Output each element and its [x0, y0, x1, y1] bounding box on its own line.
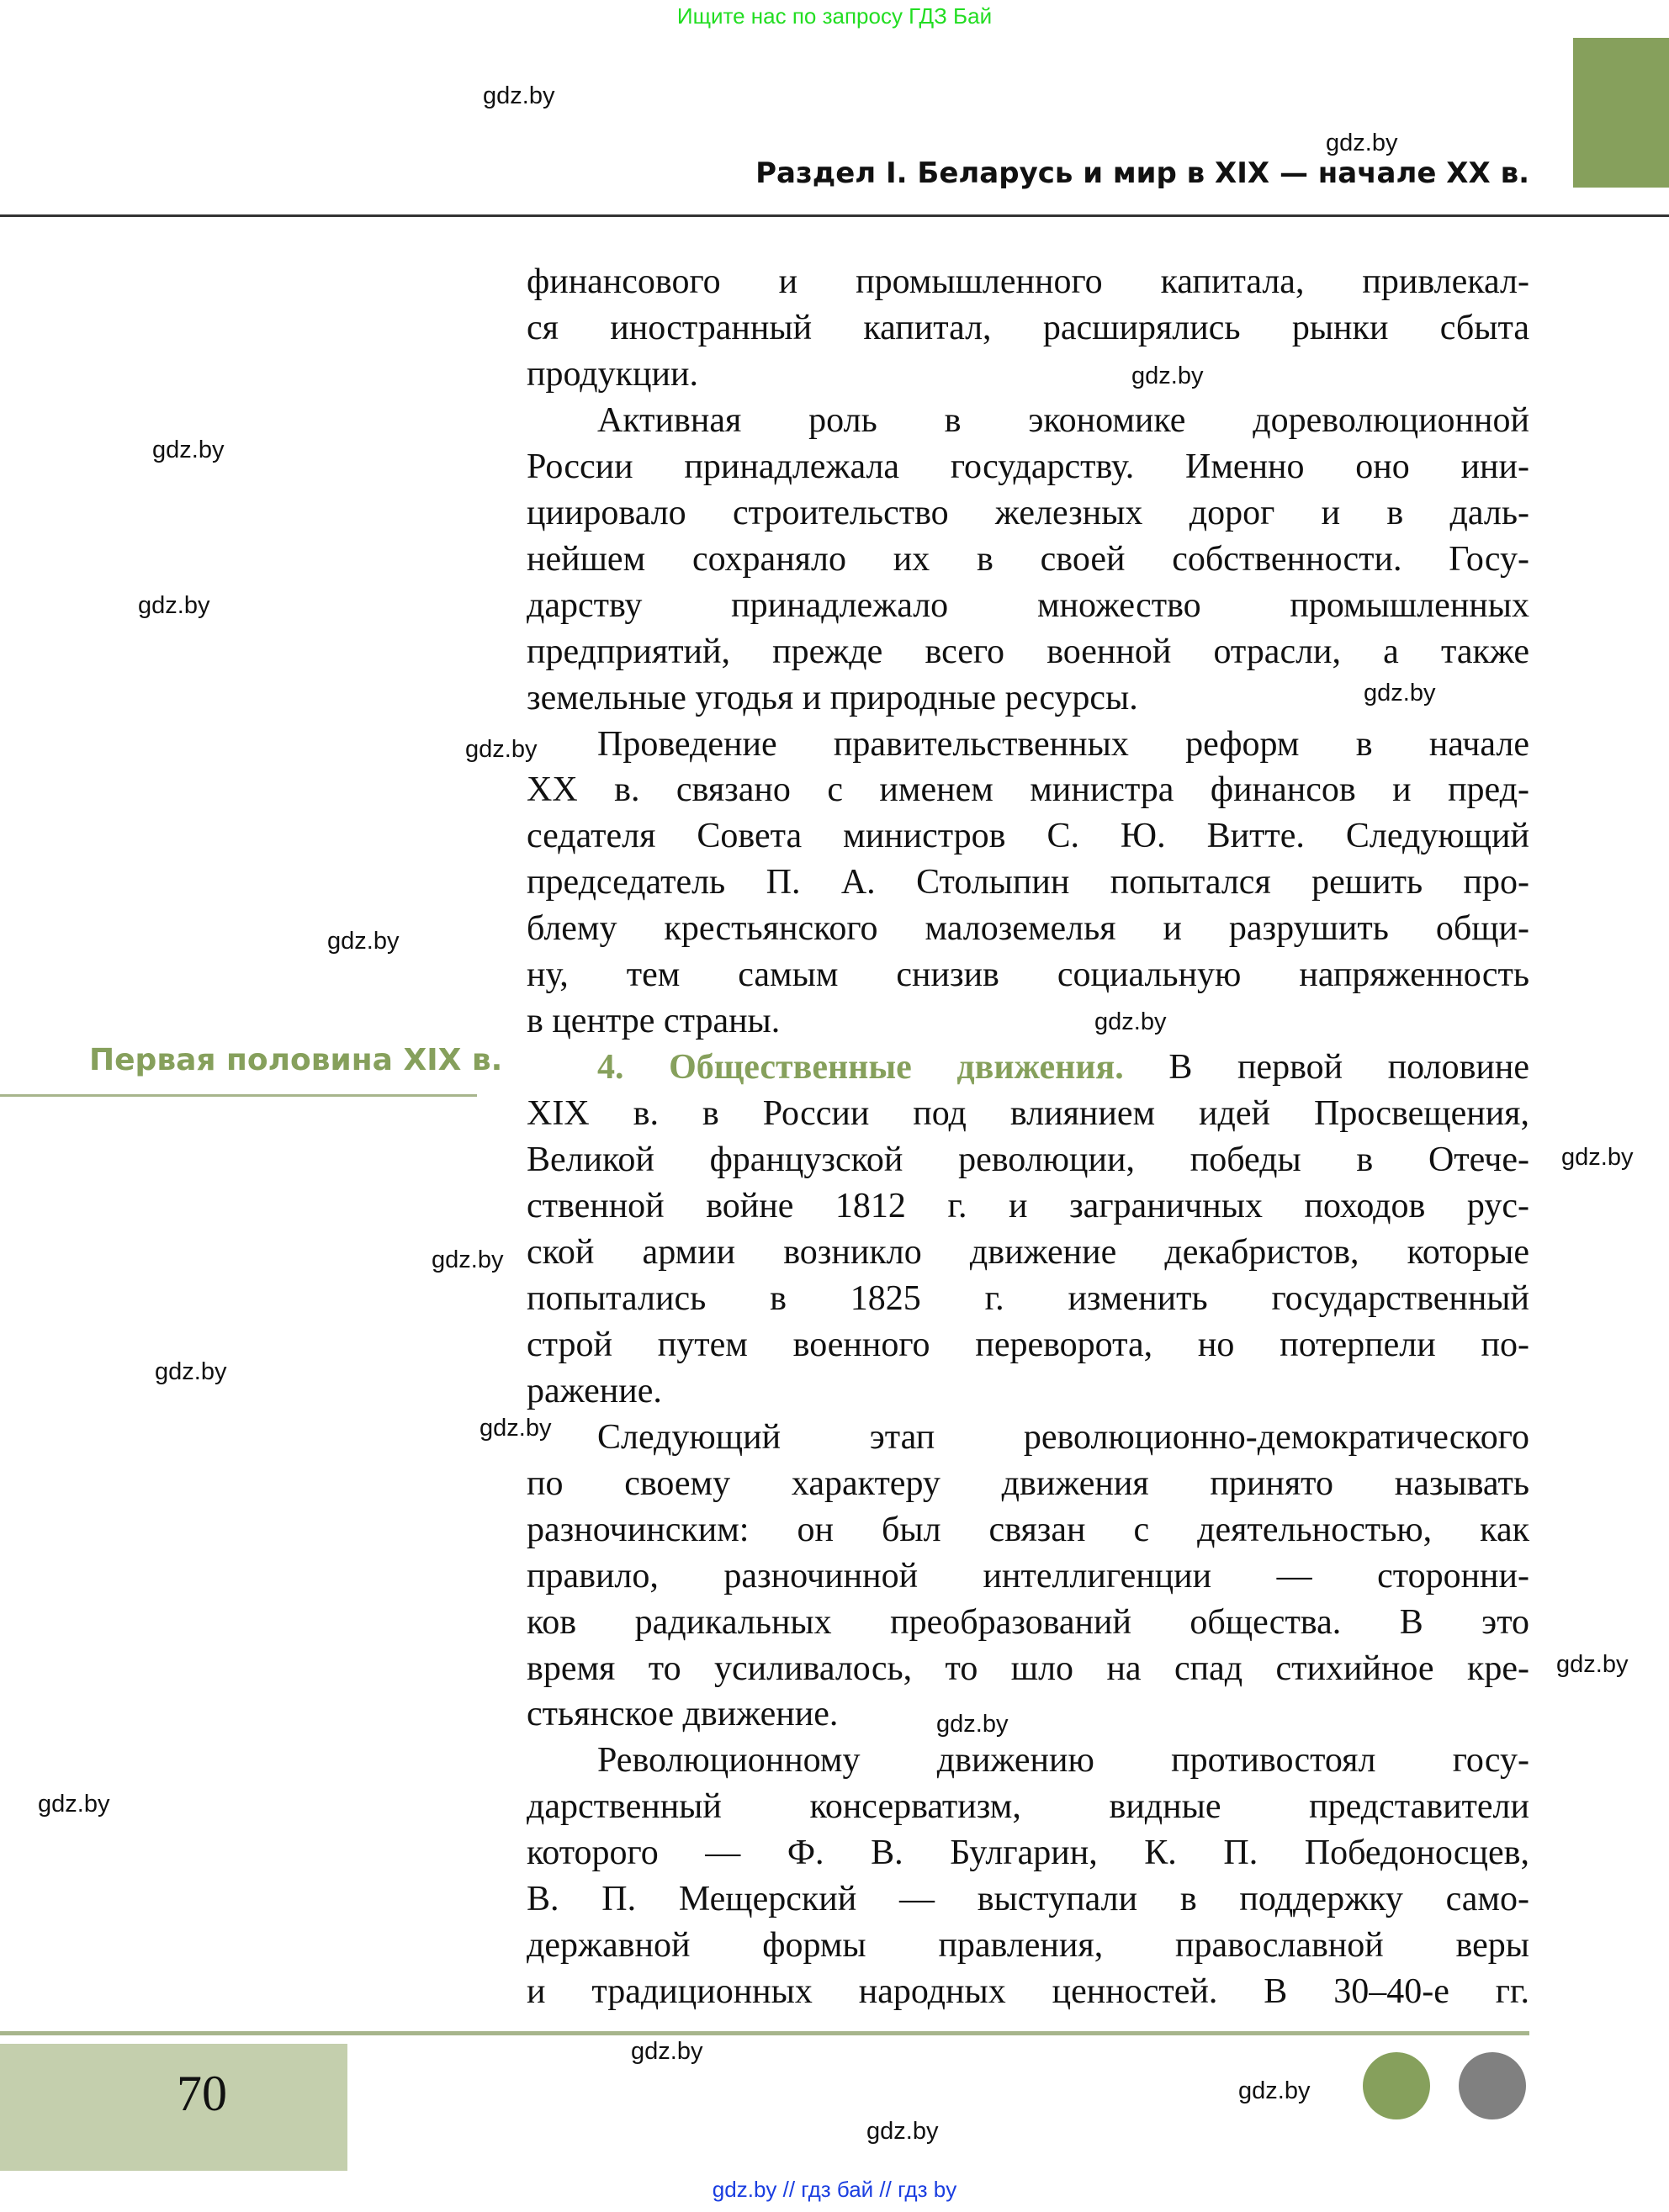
text-line: время то усиливалось, то шло на спад стихийное кре-	[527, 1648, 1529, 1688]
text-line: ся иностранный капитал, расширялись рынки сбыта	[527, 308, 1529, 347]
watermark: gdz.by	[38, 1791, 110, 1818]
watermark: gdz.by	[465, 736, 538, 763]
text-line: ражение.	[527, 1371, 662, 1410]
page-number: 70	[177, 2066, 227, 2121]
text-line: Активная роль в экономике дореволюционной	[597, 400, 1529, 440]
section-title: Раздел I. Беларусь и мир в XIX — начале XX в.	[755, 156, 1529, 190]
text-line: финансового и промышленного капитала, привлекал-	[527, 262, 1529, 301]
watermark: gdz.by	[327, 928, 400, 955]
watermark: gdz.by	[480, 1415, 552, 1442]
text-line: державной формы правления, православной веры	[527, 1926, 1529, 1966]
watermark: gdz.by	[866, 2118, 939, 2145]
gray-circle-icon	[1459, 2052, 1526, 2119]
text-line: блему крестьянского малоземелья и разрушить общи-	[527, 909, 1529, 949]
text-line: ственной войне 1812 г. и заграничных походов рус-	[527, 1187, 1529, 1225]
text-line: по своему характеру движения принято называть	[527, 1463, 1529, 1503]
watermark: gdz.by	[155, 1358, 227, 1385]
text-line: России принадлежала государству. Именно оно ини-	[527, 447, 1529, 486]
text-line: и традиционных народных ценностей. В 30–40-е гг.	[527, 1972, 1529, 2012]
watermark: gdz.by	[1238, 2077, 1311, 2104]
watermark: gdz.by	[1561, 1144, 1634, 1171]
text-line: попытались в 1825 г. изменить государственный	[527, 1278, 1529, 1318]
text-line: разночинским: он был связан с деятельностью, как	[527, 1510, 1529, 1549]
text-line: Революционному движению противостоял госу-	[597, 1741, 1529, 1781]
section-heading: 4. Общественные движения.	[597, 1048, 1124, 1087]
text-line: которого — Ф. В. Булгарин, К. П. Победоносцев,	[527, 1834, 1529, 1873]
watermark: gdz.by	[631, 2038, 703, 2065]
watermark: gdz.by	[138, 592, 210, 619]
text-line	[527, 1045, 1529, 1091]
text-line: предприятий, прежде всего военной отрасли, а также	[527, 632, 1529, 671]
top-banner: Ищите нас по запросу ГДЗ Бай	[676, 3, 993, 29]
header-divider	[0, 214, 1669, 217]
text-line: Великой французской революции, победы в Отече-	[527, 1140, 1529, 1180]
text-line: ну, тем самым снизив социальную напряженность	[527, 955, 1529, 995]
watermark: gdz.by	[483, 82, 555, 109]
watermark: gdz.by	[1131, 362, 1204, 389]
watermark: gdz.by	[1094, 1008, 1167, 1035]
text-line: строй путем военного переворота, но потерпели по-	[527, 1325, 1529, 1364]
text-line: XIX в. в России под влиянием идей Просвещения,	[527, 1094, 1529, 1134]
text-line: XX в. связано с именем министра финансов и пред-	[527, 770, 1529, 810]
text-line: земельные угодья и природные ресурсы.	[527, 678, 1138, 717]
text-line: дарству принадлежало множество промышленных	[527, 585, 1529, 625]
text-line: ской армии возникло движение декабристов, которые	[527, 1232, 1529, 1272]
text-line: седателя Совета министров С. Ю. Витте. Следующий	[527, 817, 1529, 856]
text-line: продукции.	[527, 354, 698, 394]
footer-divider	[0, 2031, 1529, 2035]
text-line: в центре страны.	[527, 1002, 781, 1041]
watermark: gdz.by	[936, 1711, 1009, 1738]
chapter-color-tab	[1573, 38, 1669, 188]
footer-links[interactable]: gdz.by // гдз бай // гдз by	[712, 2177, 957, 2202]
margin-heading: Первая половина XIX в.	[89, 1043, 503, 1077]
watermark: gdz.by	[432, 1246, 504, 1273]
text-line: В. П. Мещерский — выступали в поддержку само-	[527, 1880, 1529, 1919]
text-line: Проведение правительственных реформ в начале	[597, 724, 1529, 764]
watermark: gdz.by	[1326, 130, 1398, 156]
green-circle-icon	[1363, 2052, 1430, 2119]
watermark: gdz.by	[1364, 680, 1436, 706]
text-line: председатель П. А. Столыпин попытался решить про-	[527, 863, 1529, 902]
margin-heading-underline	[0, 1094, 477, 1097]
text-line: нейшем сохраняло их в своей собственности. Госу-	[527, 539, 1529, 579]
watermark: gdz.by	[152, 437, 225, 463]
text-line: дарственный консерватизм, видные представители	[527, 1787, 1529, 1827]
text-line: стьянское движение.	[527, 1695, 839, 1734]
text-line: циировало строительство железных дорог и в даль-	[527, 493, 1529, 532]
text-line: Следующий этап революционно-демократического	[597, 1417, 1529, 1457]
watermark: gdz.by	[1556, 1651, 1629, 1678]
text-line: ков радикальных преобразований общества. В это	[527, 1602, 1529, 1642]
text-line-content: В первой половине	[1123, 1048, 1529, 1087]
text-line: правило, разночинной интеллигенции — сторонни-	[527, 1556, 1529, 1595]
